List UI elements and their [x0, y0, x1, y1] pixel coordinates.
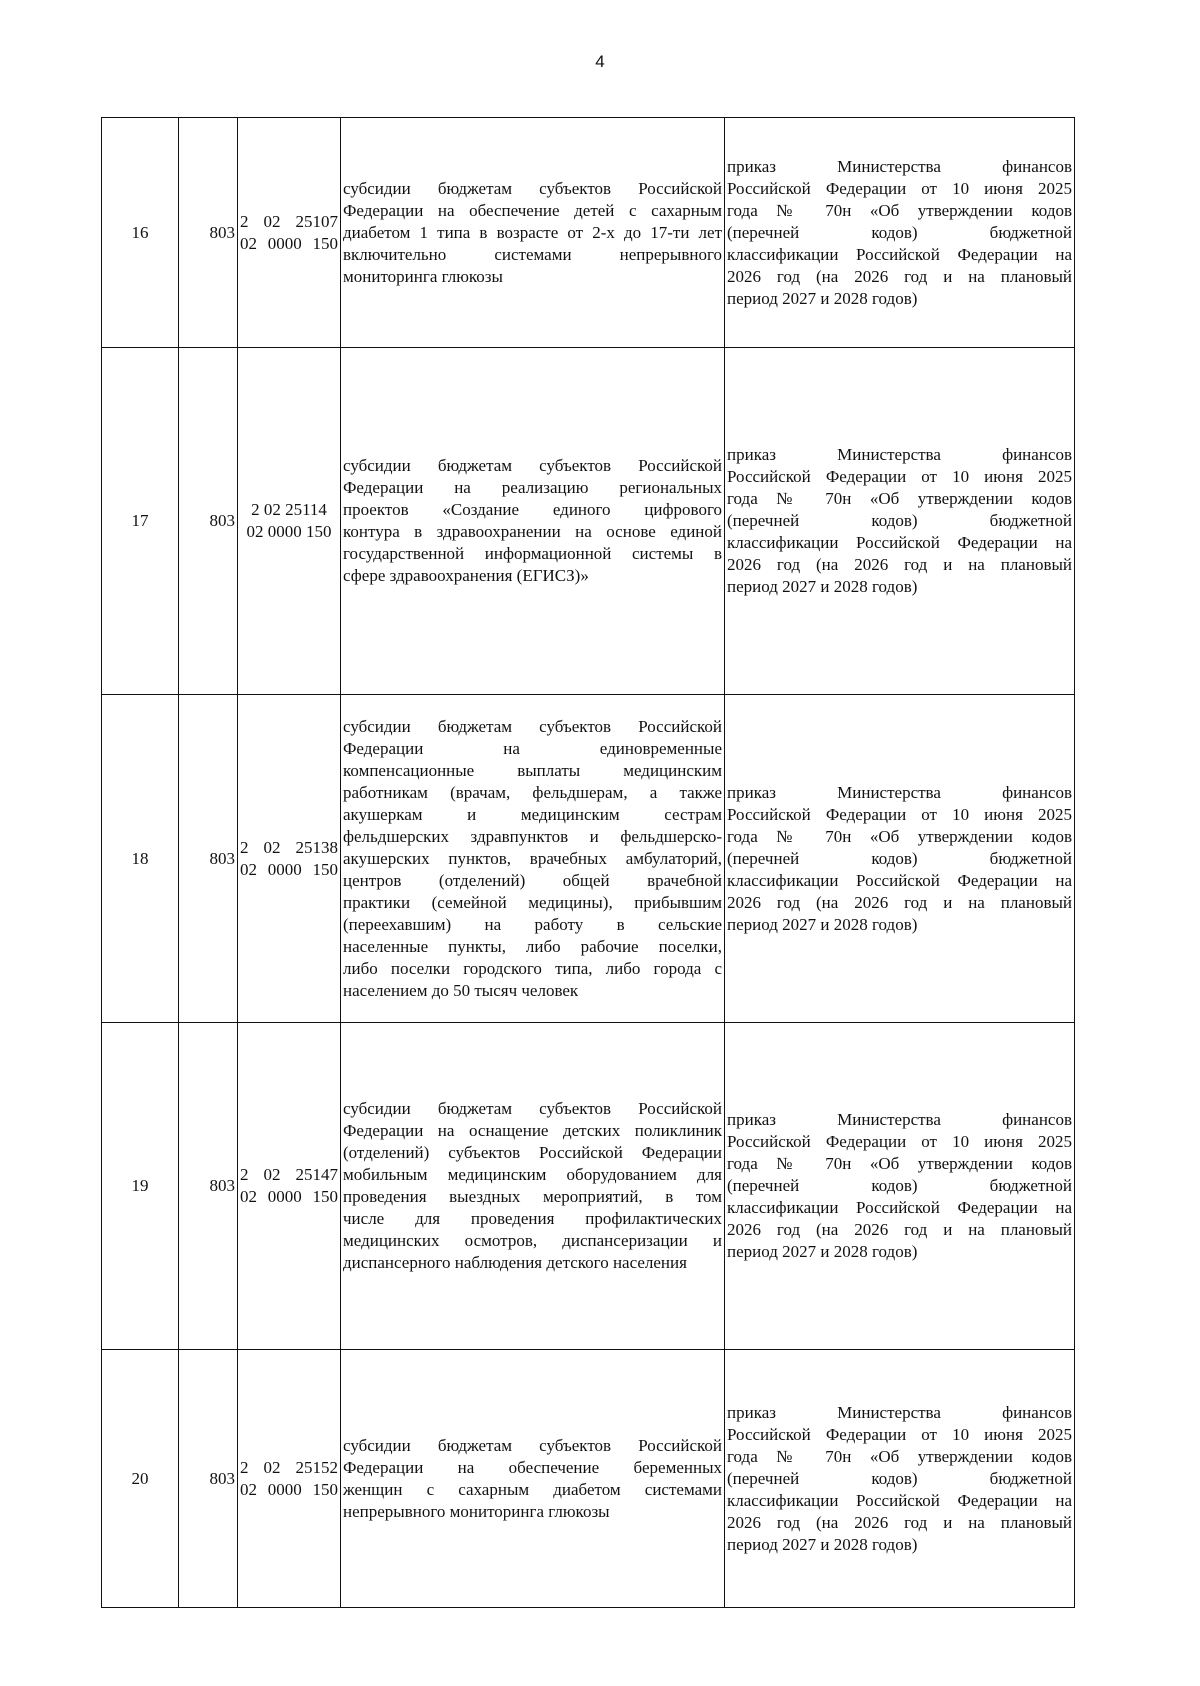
description-line: (отделений) субъектов Российской Федерации: [343, 1143, 722, 1162]
legal-basis-line: (перечней кодов) бюджетной: [727, 848, 1072, 868]
table-row: [102, 118, 1075, 348]
admin-code-cell: 803: [179, 348, 238, 695]
description-line: субсидии бюджетам субъектов Российской: [343, 456, 722, 475]
legal-basis-line: 2026 год (на 2026 год и на плановый: [727, 266, 1072, 286]
legal-basis-line: (перечней кодов) бюджетной: [727, 1468, 1072, 1488]
legal-basis-cell: [725, 1023, 1075, 1350]
admin-code-cell: 803: [179, 118, 238, 348]
description-line: акушерских пунктов, врачебных амбулаторий,: [343, 848, 722, 868]
legal-basis-line: Российской Федерации от 10 июня 2025: [727, 1424, 1072, 1444]
legal-basis-line: период 2027 и 2028 годов): [727, 1534, 918, 1554]
legal-basis-line: года № 70н «Об утверждении кодов: [727, 1154, 1072, 1173]
description-cell: [341, 695, 725, 1023]
description-line: работникам (врачам, фельдшерам, а также: [343, 782, 722, 802]
budget-code-line: 02 0000 150: [240, 1187, 338, 1206]
legal-basis-line: классификации Российской Федерации на: [727, 1198, 1072, 1217]
description-line: субсидии бюджетам субъектов Российской: [343, 1099, 722, 1118]
description-line: компенсационные выплаты медицинским: [343, 760, 722, 780]
legal-basis-line: Российской Федерации от 10 июня 2025: [727, 178, 1072, 198]
budget-code-line: 02 0000 150: [240, 859, 338, 879]
budget-codes-table: [101, 117, 1075, 1608]
legal-basis-line: период 2027 и 2028 годов): [727, 288, 918, 308]
legal-basis-line: классификации Российской Федерации на: [727, 1490, 1072, 1510]
legal-basis-line: период 2027 и 2028 годов): [727, 914, 918, 934]
budget-code-cell: [238, 1350, 341, 1608]
description-cell: [341, 348, 725, 695]
legal-basis-line: приказ Министерства финансов: [727, 1402, 1072, 1422]
description-line: (переехавшим) на работу в сельские: [343, 914, 722, 934]
legal-basis-cell: [725, 118, 1075, 348]
budget-code-line: 2 02 25138: [240, 837, 338, 857]
admin-code-cell: 803: [179, 1350, 238, 1608]
legal-basis-line: классификации Российской Федерации на: [727, 533, 1072, 552]
description-line: практики (семейной медицины), прибывшим: [343, 892, 722, 912]
budget-code-line: 02 0000 150: [246, 522, 332, 541]
budget-code-line: 2 02 25147: [240, 1165, 338, 1184]
description-line: фельдшерских здравпунктов и фельдшерско-: [343, 826, 722, 846]
budget-code-line: 2 02 25114: [251, 500, 327, 519]
description-line: проектов «Создание единого цифрового: [343, 500, 722, 519]
legal-basis-line: года № 70н «Об утверждении кодов: [727, 200, 1072, 220]
legal-basis-line: период 2027 и 2028 годов): [727, 577, 918, 596]
legal-basis-line: (перечней кодов) бюджетной: [727, 511, 1072, 530]
budget-code-line: 02 0000 150: [240, 1479, 338, 1499]
row-number-cell: 20: [102, 1350, 179, 1608]
budget-code-line: 02 0000 150: [240, 233, 338, 253]
description-line: включительно системами непрерывного: [343, 244, 722, 264]
budget-code-cell: [238, 118, 341, 348]
legal-basis-line: классификации Российской Федерации на: [727, 244, 1072, 264]
description-line: Федерации на реализацию региональных: [343, 478, 722, 497]
description-line: медицинских осмотров, диспансеризации и: [343, 1231, 722, 1250]
admin-code-cell: 803: [179, 695, 238, 1023]
legal-basis-line: (перечней кодов) бюджетной: [727, 222, 1072, 242]
legal-basis-line: Российской Федерации от 10 июня 2025: [727, 1132, 1072, 1151]
legal-basis-line: приказ Министерства финансов: [727, 156, 1072, 176]
description-line: населением до 50 тысяч человек: [343, 980, 579, 1000]
description-line: контура в здравоохранении на основе единой: [343, 522, 722, 541]
legal-basis-line: классификации Российской Федерации на: [727, 870, 1072, 890]
legal-basis-line: Российской Федерации от 10 июня 2025: [727, 804, 1072, 824]
row-number-cell: 19: [102, 1023, 179, 1350]
description-line: субсидии бюджетам субъектов Российской: [343, 178, 722, 198]
description-line: субсидии бюджетам субъектов Российской: [343, 1435, 722, 1455]
table-row: [102, 348, 1075, 695]
legal-basis-line: года № 70н «Об утверждении кодов: [727, 489, 1072, 508]
legal-basis-line: 2026 год (на 2026 год и на плановый: [727, 555, 1072, 574]
legal-basis-cell: [725, 348, 1075, 695]
description-line: населенные пункты, либо рабочие поселки,: [343, 936, 722, 956]
legal-basis-line: приказ Министерства финансов: [727, 1110, 1072, 1129]
legal-basis-line: года № 70н «Об утверждении кодов: [727, 1446, 1072, 1466]
description-line: диабетом 1 типа в возрасте от 2-х до 17-ти лет: [343, 222, 722, 242]
description-line: проведения выездных мероприятий, в том: [343, 1187, 722, 1206]
budget-code-cell: [238, 695, 341, 1023]
page-number: 4: [595, 52, 605, 71]
description-line: мониторинга глюкозы: [343, 266, 503, 286]
table-row: [102, 1023, 1075, 1350]
budget-code-line: 2 02 25107: [240, 211, 338, 231]
description-line: женщин с сахарным диабетом системами: [343, 1479, 722, 1499]
budget-code-cell: [238, 348, 341, 695]
description-line: мобильным медицинским оборудованием для: [343, 1165, 722, 1184]
legal-basis-cell: [725, 695, 1075, 1023]
description-line: государственной информационной системы в: [343, 544, 722, 563]
description-line: либо поселки городского типа, либо города с: [343, 958, 722, 978]
legal-basis-line: (перечней кодов) бюджетной: [727, 1176, 1072, 1195]
table-row: [102, 695, 1075, 1023]
legal-basis-line: Российской Федерации от 10 июня 2025: [727, 467, 1072, 486]
description-line: акушеркам и медицинским сестрам: [343, 804, 722, 824]
admin-code-cell: 803: [179, 1023, 238, 1350]
budget-code-line: 2 02 25152: [240, 1457, 338, 1477]
description-line: Федерации на единовременные: [343, 738, 722, 758]
description-line: диспансерного наблюдения детского населения: [343, 1253, 687, 1272]
legal-basis-line: 2026 год (на 2026 год и на плановый: [727, 892, 1072, 912]
legal-basis-line: период 2027 и 2028 годов): [727, 1242, 918, 1261]
legal-basis-line: приказ Министерства финансов: [727, 445, 1072, 464]
table-row: [102, 1350, 1075, 1608]
legal-basis-line: приказ Министерства финансов: [727, 782, 1072, 802]
row-number-cell: 18: [102, 695, 179, 1023]
description-line: Федерации на обеспечение детей с сахарным: [343, 200, 722, 220]
description-cell: [341, 1023, 725, 1350]
description-line: непрерывного мониторинга глюкозы: [343, 1501, 610, 1521]
row-number-cell: 16: [102, 118, 179, 348]
description-cell: [341, 118, 725, 348]
legal-basis-line: 2026 год (на 2026 год и на плановый: [727, 1512, 1072, 1532]
description-line: Федерации на оснащение детских поликлиник: [343, 1121, 722, 1140]
legal-basis-line: года № 70н «Об утверждении кодов: [727, 826, 1072, 846]
budget-code-cell: [238, 1023, 341, 1350]
row-number-cell: 17: [102, 348, 179, 695]
description-line: центров (отделений) общей врачебной: [343, 870, 722, 890]
description-line: сфере здравоохранения (ЕГИСЗ)»: [343, 566, 589, 585]
legal-basis-cell: [725, 1350, 1075, 1608]
description-line: субсидии бюджетам субъектов Российской: [343, 716, 722, 736]
description-cell: [341, 1350, 725, 1608]
legal-basis-line: 2026 год (на 2026 год и на плановый: [727, 1220, 1072, 1239]
description-line: числе для проведения профилактических: [343, 1209, 722, 1228]
description-line: Федерации на обеспечение беременных: [343, 1457, 722, 1477]
